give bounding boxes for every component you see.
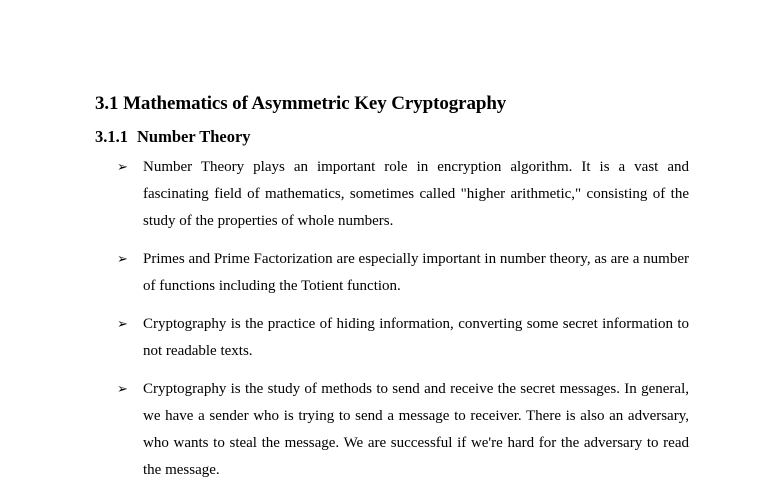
bullet-item xyxy=(117,154,689,235)
bullet-text: Cryptography is the study of methods to send and receive the secret messages. In general, we have a sender who is trying to send a message to receiver. There is also an adversary, who wants to steal the message. We are successful if we're hard for the adversary to read the message. xyxy=(143,381,689,478)
bullet-item xyxy=(117,246,689,300)
arrow-bullet-icon: ➢ xyxy=(117,317,128,332)
bullet-item xyxy=(117,376,689,484)
subsection-heading xyxy=(95,127,251,147)
bullet-text: Number Theory plays an important role in encryption algorithm. It is a vast and fascinating field of mathematics, sometimes called "higher arithmetic," consisting of the study of the properties of whole numbers. xyxy=(143,159,689,229)
arrow-bullet-icon: ➢ xyxy=(117,382,128,397)
bullet-text: Cryptography is the practice of hiding information, converting some secret information to not readable texts. xyxy=(143,316,689,359)
bullet-item xyxy=(117,311,689,365)
subsection-number: 3.1.1 xyxy=(95,127,128,146)
arrow-bullet-icon: ➢ xyxy=(117,252,128,267)
arrow-bullet-icon: ➢ xyxy=(117,160,128,175)
subsection-title-text: Number Theory xyxy=(137,127,251,146)
bullet-text: Primes and Prime Factorization are especially important in number theory, as are a number of functions including the Totient function. xyxy=(143,251,689,294)
section-heading: 3.1 Mathematics of Asymmetric Key Cryptography xyxy=(95,93,507,114)
